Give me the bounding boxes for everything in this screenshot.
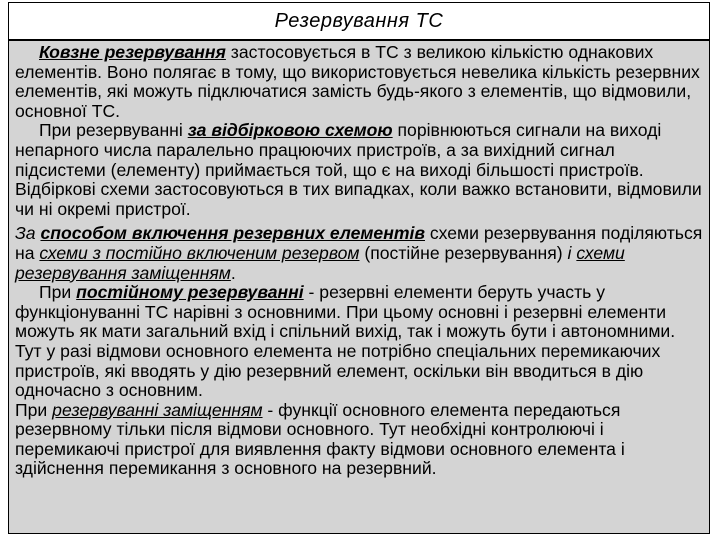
term-sliding-redundancy: Ковзне резервування	[39, 42, 226, 62]
term-substitution-schemes: схеми резервування заміщенням	[15, 242, 625, 283]
paragraph-3-mid1: схеми резервування поділяються на	[15, 223, 703, 263]
paragraph-1-text: застосовується в ТС з великою кількістю однакових елементів. Воно полягає в тому, що використовується невелика кількість резервних елементів, які можуть підключатися замість будь-якого з елементів, що відмовили, основної ТС.	[15, 42, 700, 121]
term-substitution-redundancy: резервуванні заміщенням	[52, 399, 263, 420]
paragraph-3-lead: За	[15, 223, 41, 244]
paragraph-sliding-redundancy	[15, 43, 703, 121]
term-voting-scheme: за відбірковою схемою	[187, 120, 393, 141]
paragraph-4-text: - резервні елементи беруть участь у функціонуванні ТС нарівні з основними. При цьому основні і резервні елементи можуть як мати загальний вхід і спільний вихід, так і можуть бути і автономними. Тут у разі відмови основного елемента не потрібно спеціальних перемикаючих пристроїв, які вводять у дію резервний елемент, оскільки він вводиться в дію одночасно з основним.	[15, 282, 676, 401]
slide-title	[8, 2, 710, 40]
paragraph-3-end: .	[230, 262, 236, 283]
term-permanent-redundancy: постійному резервуванні	[76, 282, 304, 303]
term-permanent-reserve-schemes: схеми з постійно включеним резервом	[39, 242, 360, 263]
paragraph-2-lead: При резервуванні	[39, 120, 188, 141]
paragraph-2-text: порівнюються сигнали на виході непарного числа паралельно працюючих пристроїв, а за вихідний сигнал підсистеми (елементу) приймається той, що є на виході більшості пристроїв. Відбіркові схеми застосовуються в тих випадках, коли важко встановити, відмовили чи ні окремі пристрої.	[15, 120, 702, 219]
paragraph-substitution-redundancy	[15, 401, 703, 479]
paragraph-inclusion-method	[15, 224, 703, 283]
paragraph-5-text: - функції основного елемента передаються резервному тільки після відмови основного. Тут необхідні контролюючі і перемикаючі пристрої для виявлення факту відмови основного елемента і здійснення перемикання з основного на резервний.	[15, 399, 625, 479]
term-inclusion-method: способом включення резервних елементів	[40, 223, 425, 244]
paragraph-5-lead: При	[15, 399, 53, 420]
paragraph-3-conj: і	[567, 242, 572, 263]
body-text-block	[8, 40, 710, 534]
title-text: Резервування ТС	[274, 9, 444, 32]
paragraph-3-mid2: (постійне резервування)	[359, 242, 568, 263]
paragraph-4-lead: При	[39, 282, 77, 303]
paragraph-permanent-redundancy	[15, 283, 703, 401]
paragraph-voting-scheme	[15, 121, 703, 219]
